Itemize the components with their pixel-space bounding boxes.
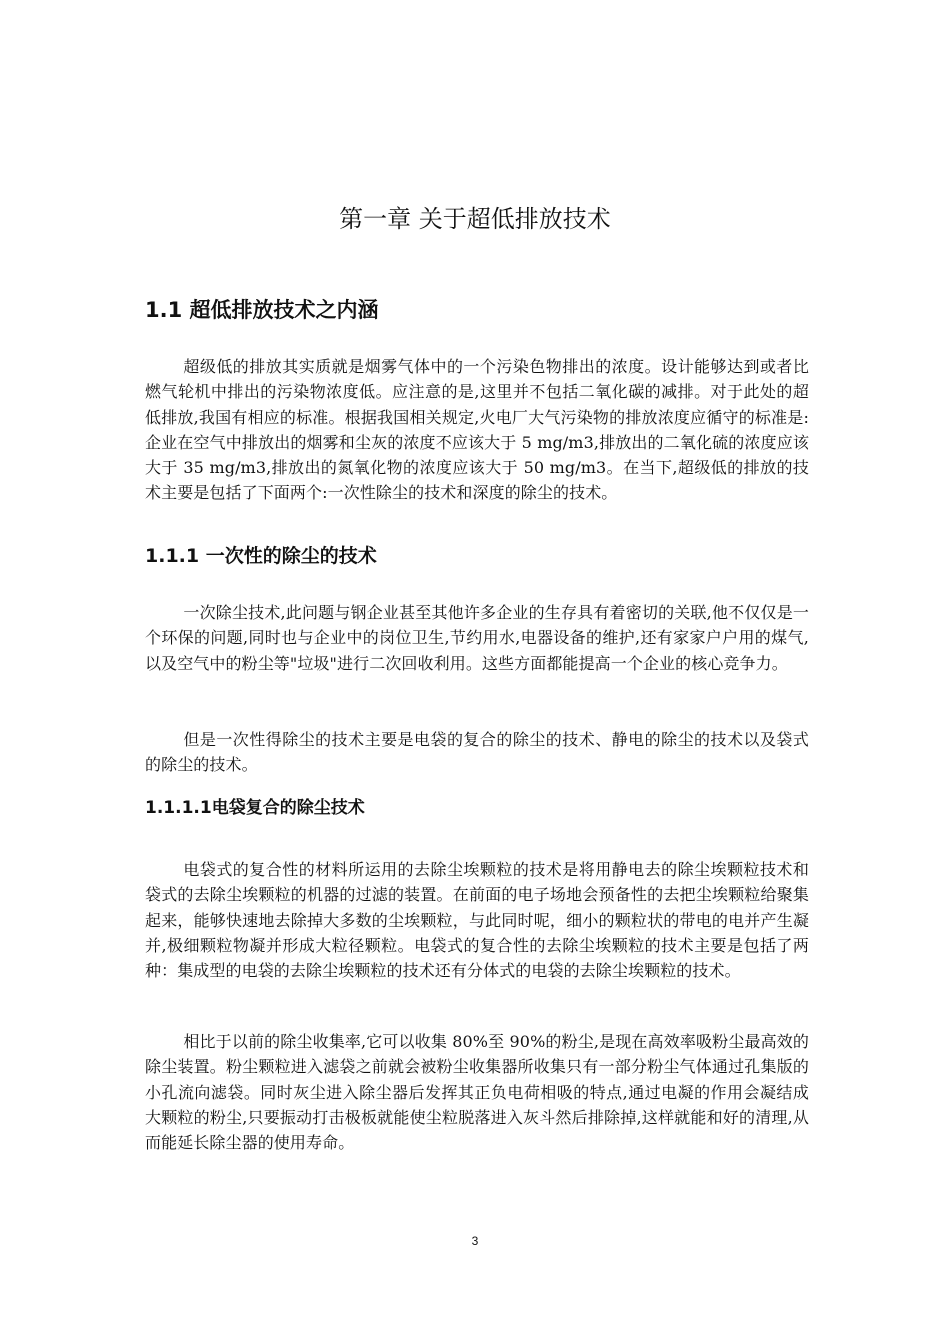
paragraph: 超级低的排放其实质就是烟雾气体中的一个污染色物排出的浓度。设计能够达到或者比燃气轮机中排出的污染物浓度低。应注意的是,这里并不包括二氧化碳的减排。对于此处的超低排放,我国有相应的标准。根据我国相关规定,火电厂大气污染物的排放浓度应循守的标准是:企业在空气中排放出的烟雾和尘灰的浓度不应该大于 5 mg/m3,排放出的二氧化硫的浓度应该大于 35 mg/m3,排放出的氮氧化物的浓度应该大于 50 mg/m3。在当下,超级低的排放的技术主要是包括了下面两个:一次性除尘的技术和深度的除尘的技术。 <box>145 357 809 503</box>
paragraph: 一次除尘技术,此问题与钢企业甚至其他许多企业的生存具有着密切的关联,他不仅仅是一个环保的问题,同时也与企业中的岗位卫生,节约用水,电器设备的维护,还有家家户户用的煤气,以及空气中的粉尘等"垃圾"进行二次回收利用。这些方面都能提高一个企业的核心竞争力。 <box>145 603 809 673</box>
page-number: 3 <box>471 1234 479 1248</box>
paragraph: 但是一次性得除尘的技术主要是电袋的复合的除尘的技术、静电的除尘的技术以及袋式的除尘的技术。 <box>145 730 809 775</box>
section-heading-1-1-1: 1.1.1 一次性的除尘的技术 <box>145 545 377 567</box>
section-heading-1-1-1-1: 1.1.1.1电袋复合的除尘技术 <box>145 798 365 818</box>
section-heading-1-1: 1.1 超低排放技术之内涵 <box>145 298 379 322</box>
paragraph: 电袋式的复合性的材料所运用的去除尘埃颗粒的技术是将用静电去的除尘埃颗粒技术和袋式的去除尘埃颗粒的机器的过滤的装置。在前面的电子场地会预备性的去把尘埃颗粒给聚集起来，能够快速地去除掉大多数的尘埃颗粒，与此同时呢，细小的颗粒状的带电的电并产生凝并,极细颗粒物凝并形成大粒径颗粒。电袋式的复合性的去除尘埃颗粒的技术主要是包括了两种：集成型的电袋的去除尘埃颗粒的技术还有分体式的电袋的去除尘埃颗粒的技术。 <box>145 860 809 981</box>
paragraph: 相比于以前的除尘收集率,它可以收集 80%至 90%的粉尘,是现在高效率吸粉尘最高效的除尘装置。粉尘颗粒进入滤袋之前就会被粉尘收集器所收集只有一部分粉尘气体通过孔集版的小孔流向滤袋。同时灰尘进入除尘器后发挥其正负电荷相吸的特点,通过电凝的作用会凝结成大颗粒的粉尘,只要振动打击极板就能使尘粒脱落进入灰斗然后排除掉,这样就能和好的清理,从而能延长除尘器的使用寿命。 <box>145 1032 809 1153</box>
chapter-title: 第一章 关于超低排放技术 <box>339 205 611 233</box>
